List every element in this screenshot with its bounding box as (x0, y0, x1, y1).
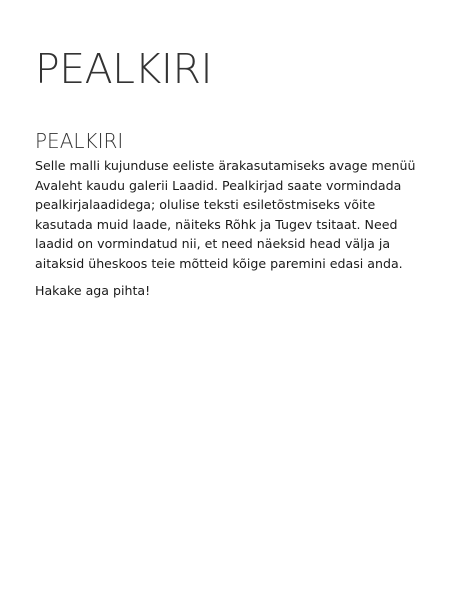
section-heading[interactable]: PEALKIRI (35, 129, 124, 153)
document-body (35, 128, 435, 300)
closing-paragraph[interactable]: Hakake aga pihta! (35, 282, 151, 298)
body-paragraph[interactable]: Selle malli kujunduse eeliste ärakasutamiseks avage menüü Avaleht kaudu galerii Laadid. Pealkirjad saate vormindada pealkirjalaadidega; olulise teksti esiletõstmiseks võite kasutada muid laade, näiteks Rõhk ja Tugev tsitaat. Need laadid on vormindatud nii, et need näeksid head välja ja aitaksid üheskoos teie mõtteid kõige paremini edasi anda. (35, 158, 416, 271)
document-title[interactable]: PEALKIRI (35, 45, 213, 93)
